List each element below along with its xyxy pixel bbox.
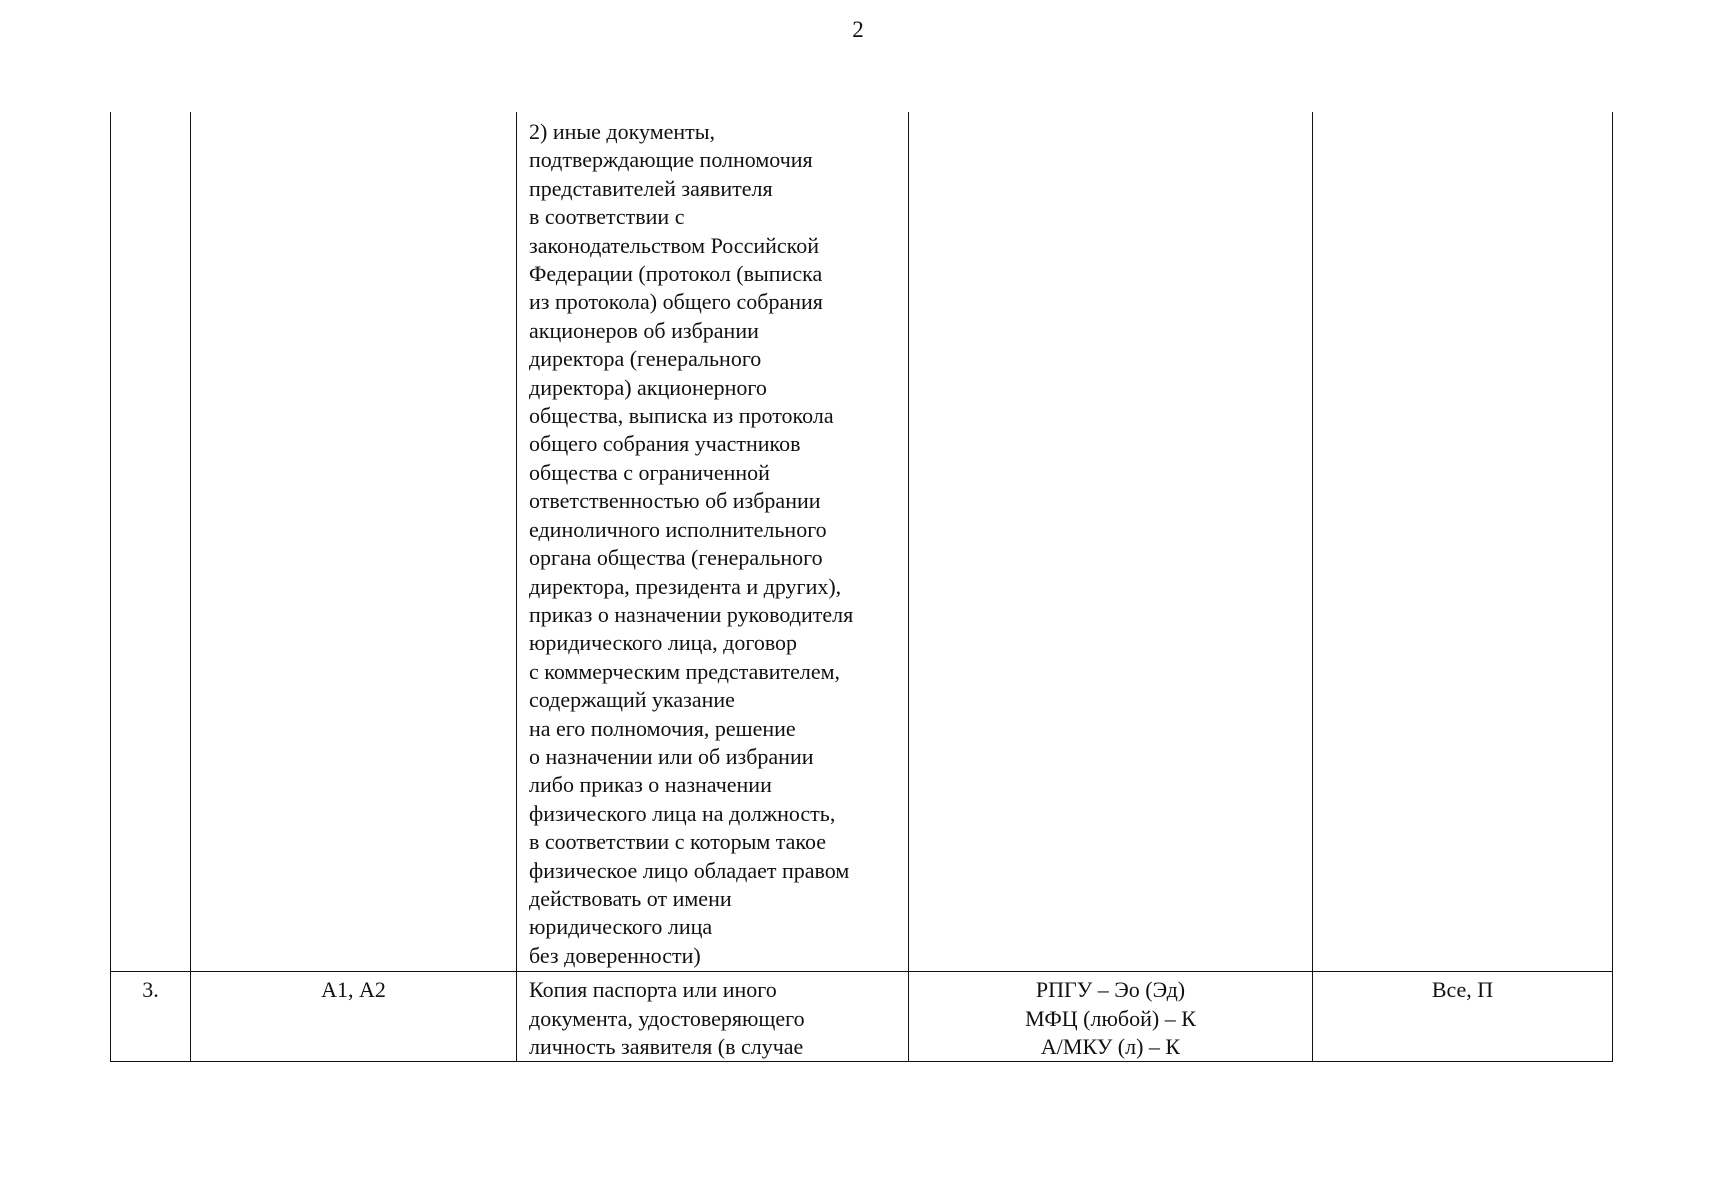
document-line: либо приказ о назначении bbox=[529, 772, 772, 798]
document-line: физического лица на должность, bbox=[529, 800, 836, 826]
document-line: единоличного исполнительного bbox=[529, 516, 827, 542]
document-line: общего собрания участников bbox=[529, 431, 801, 457]
document-line: общества с ограниченной bbox=[529, 459, 770, 485]
document-line: без доверенности) bbox=[529, 942, 701, 968]
page-number: 2 bbox=[852, 17, 864, 42]
row-number: 3. bbox=[111, 972, 191, 1062]
document-description bbox=[517, 972, 909, 1062]
cell-submission-method bbox=[909, 112, 1313, 972]
applicant-categories: А1, А2 bbox=[191, 972, 517, 1062]
document-line: приказ о назначении руководителя bbox=[529, 601, 854, 627]
table-row-3 bbox=[111, 972, 1613, 1062]
document-line: законодательством Российской bbox=[529, 232, 819, 258]
cell-applicants bbox=[191, 112, 517, 972]
document-line: действовать от имени bbox=[529, 885, 732, 911]
document-line: содержащий указание bbox=[529, 687, 735, 713]
document-line: личность заявителя (в случае bbox=[529, 1034, 804, 1059]
document-line: юридического лица bbox=[529, 914, 713, 940]
document-line: Копия паспорта или иного bbox=[529, 977, 777, 1003]
document-line: Федерации (протокол (выписка bbox=[529, 261, 823, 287]
submission-line: МФЦ (любой) – К bbox=[1025, 1005, 1196, 1031]
scope-label: Все, П bbox=[1313, 972, 1613, 1062]
document-line: с коммерческим представителем, bbox=[529, 658, 841, 684]
document-line: органа общества (генерального bbox=[529, 545, 823, 571]
document-line: общества, выписка из протокола bbox=[529, 403, 834, 429]
document-line: в соответствии с которым такое bbox=[529, 829, 827, 855]
document-line: физическое лицо обладает правом bbox=[529, 857, 850, 883]
document-line: ответственностью об избрании bbox=[529, 488, 821, 514]
document-line: в соответствии с bbox=[529, 204, 685, 230]
table-row-continuation bbox=[111, 112, 1613, 972]
document-line: из протокола) общего собрания bbox=[529, 289, 823, 315]
document-line: на его полномочия, решение bbox=[529, 715, 796, 741]
submission-methods bbox=[909, 972, 1313, 1062]
submission-line: РПГУ – Эо (Эд) bbox=[1035, 977, 1186, 1003]
document-line: директора) акционерного bbox=[529, 374, 767, 400]
document-line: документа, удостоверяющего bbox=[529, 1005, 805, 1031]
document-line: 2) иные документы, bbox=[529, 119, 716, 144]
document-line: директора (генерального bbox=[529, 346, 762, 372]
document-line: о назначении или об избрании bbox=[529, 743, 814, 769]
document-line: юридического лица, договор bbox=[529, 630, 798, 656]
cell-document-description bbox=[517, 112, 909, 972]
cell-scope bbox=[1313, 112, 1613, 972]
document-line: подтверждающие полномочия bbox=[529, 147, 813, 173]
document-line: представителей заявителя bbox=[529, 175, 773, 201]
requirements-table bbox=[110, 112, 1613, 1062]
cell-number bbox=[111, 112, 191, 972]
document-line: директора, президента и других), bbox=[529, 573, 842, 599]
submission-line: А/МКУ (л) – К bbox=[1040, 1034, 1181, 1059]
document-line: акционеров об избрании bbox=[529, 317, 759, 343]
